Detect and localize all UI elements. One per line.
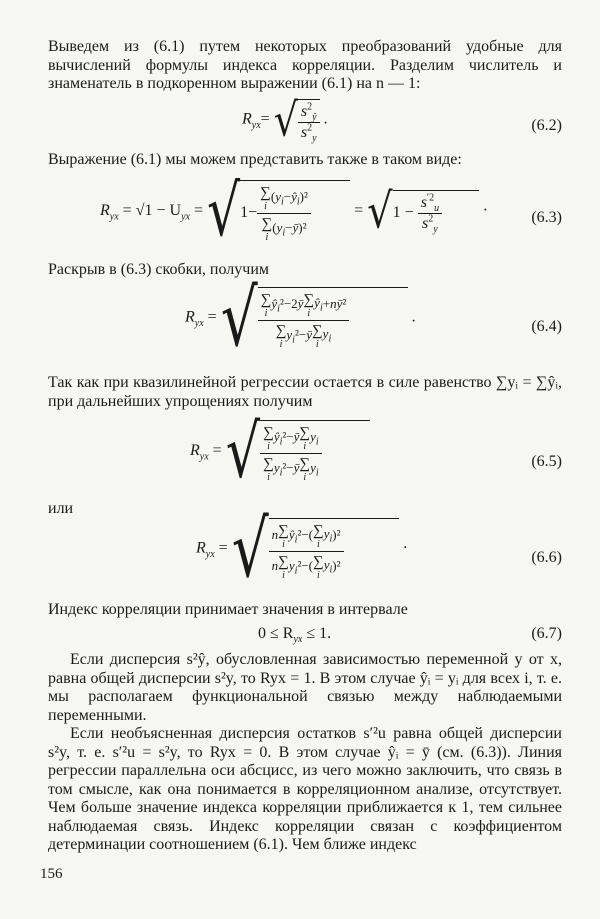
paragraph-quasilinear: Так как при квазилинейной регрессии остается в силе равенство ∑yᵢ = ∑ŷᵢ, при дальнейших упрощениях получим xyxy=(48,374,562,410)
equation-tag-6-5: (6.5) xyxy=(531,453,562,470)
equation-tag-6-7: (6.7) xyxy=(531,625,562,642)
paragraph-expression: Выражение (6.1) мы можем представить также в таком виде: xyxy=(48,151,462,168)
equation-6-5: $R_{yx}$ = √ ∑ i $ŷ_i^2-ȳ\sum$ i $y_i$ ∑ i $y_i^2-ȳ\sum$ i $y_i$ xyxy=(190,420,370,483)
paragraph-functional-relation: Если дисперсия s²ŷ, обусловленная зависимостью переменной y от x, равна общей дисперсии s²y, то Ryx = 1. В этом случае ŷᵢ = yᵢ для всех i, т. е. мы располагаем функциональной связью между наблюдаемыми переменными. xyxy=(48,651,562,724)
equation-6-6: $R_{yx}$ = √ n∑ i $ŷ_i^2-(\sum$ i $y_i)^2$ n∑ i $y_i^2-(\sum$ i $y_i)^2$ · xyxy=(196,503,408,595)
paragraph-expanding: Раскрыв в (6.3) скобки, получим xyxy=(48,261,269,278)
paragraph-or: или xyxy=(48,500,74,517)
paragraph-interval: Индекс корреляции принимает значения в интервале xyxy=(48,601,408,618)
equation-6-3: $R_{yx} = √1 - U_{yx} = √1-$ ∑ i $(y_i-ŷ_i)^2$ ∑ i $(y_i-ȳ)^2$ = √1 − $\frac{s^{'2}_u}{s^2_y}$ · xyxy=(100,171,488,252)
equation-6-4: $R_{yx}$ = √ ∑ i $ŷ_i^2-2ȳ\sum$ i $ŷ_i+nȳ^2$ ∑ i $y_i^2-ȳ\sum$ i $y_i$ . xyxy=(185,272,416,364)
equation-tag-6-3: (6.3) xyxy=(531,209,562,226)
page-number: 156 xyxy=(40,866,63,882)
equation-tag-6-2: (6.2) xyxy=(531,117,562,134)
equation-tag-6-6: (6.6) xyxy=(531,549,562,566)
equation-6-2: $R_{yx}=$ √ $\frac{s^2_ŷ}{s^2_y}$ . xyxy=(242,93,328,147)
paragraph-unexplained-variance: Если необъясненная дисперсия остатков s′²u равна общей дисперсии s²y, т. е. s′²u = s²y, то Ryx = 0. В этом случае ŷᵢ = ȳ (см. (6.3)). Линия регрессии параллельна оси абсцисс, из чего можно заключить, что связь в том смысле, как она понимается в корреляционном анализе, отсутствует. Чем больше значение индекса корреляции приближается к 1, тем сильнее наблюдаемая связь. Индекс корреляции связан с коэффициентом детерминации соотношением (6.1). Чем ближе индекс xyxy=(48,725,562,853)
equation-tag-6-4: (6.4) xyxy=(531,318,562,335)
paragraph-intro: Выведем из (6.1) путем некоторых преобразований удобные для вычислений формулы индекса корреляции. Разделим числитель и знаменатель в подкоренном выражении (6.1) на n — 1: xyxy=(48,38,562,92)
equation-6-7: $0 \le R_{yx} \le 1$. xyxy=(258,625,332,646)
